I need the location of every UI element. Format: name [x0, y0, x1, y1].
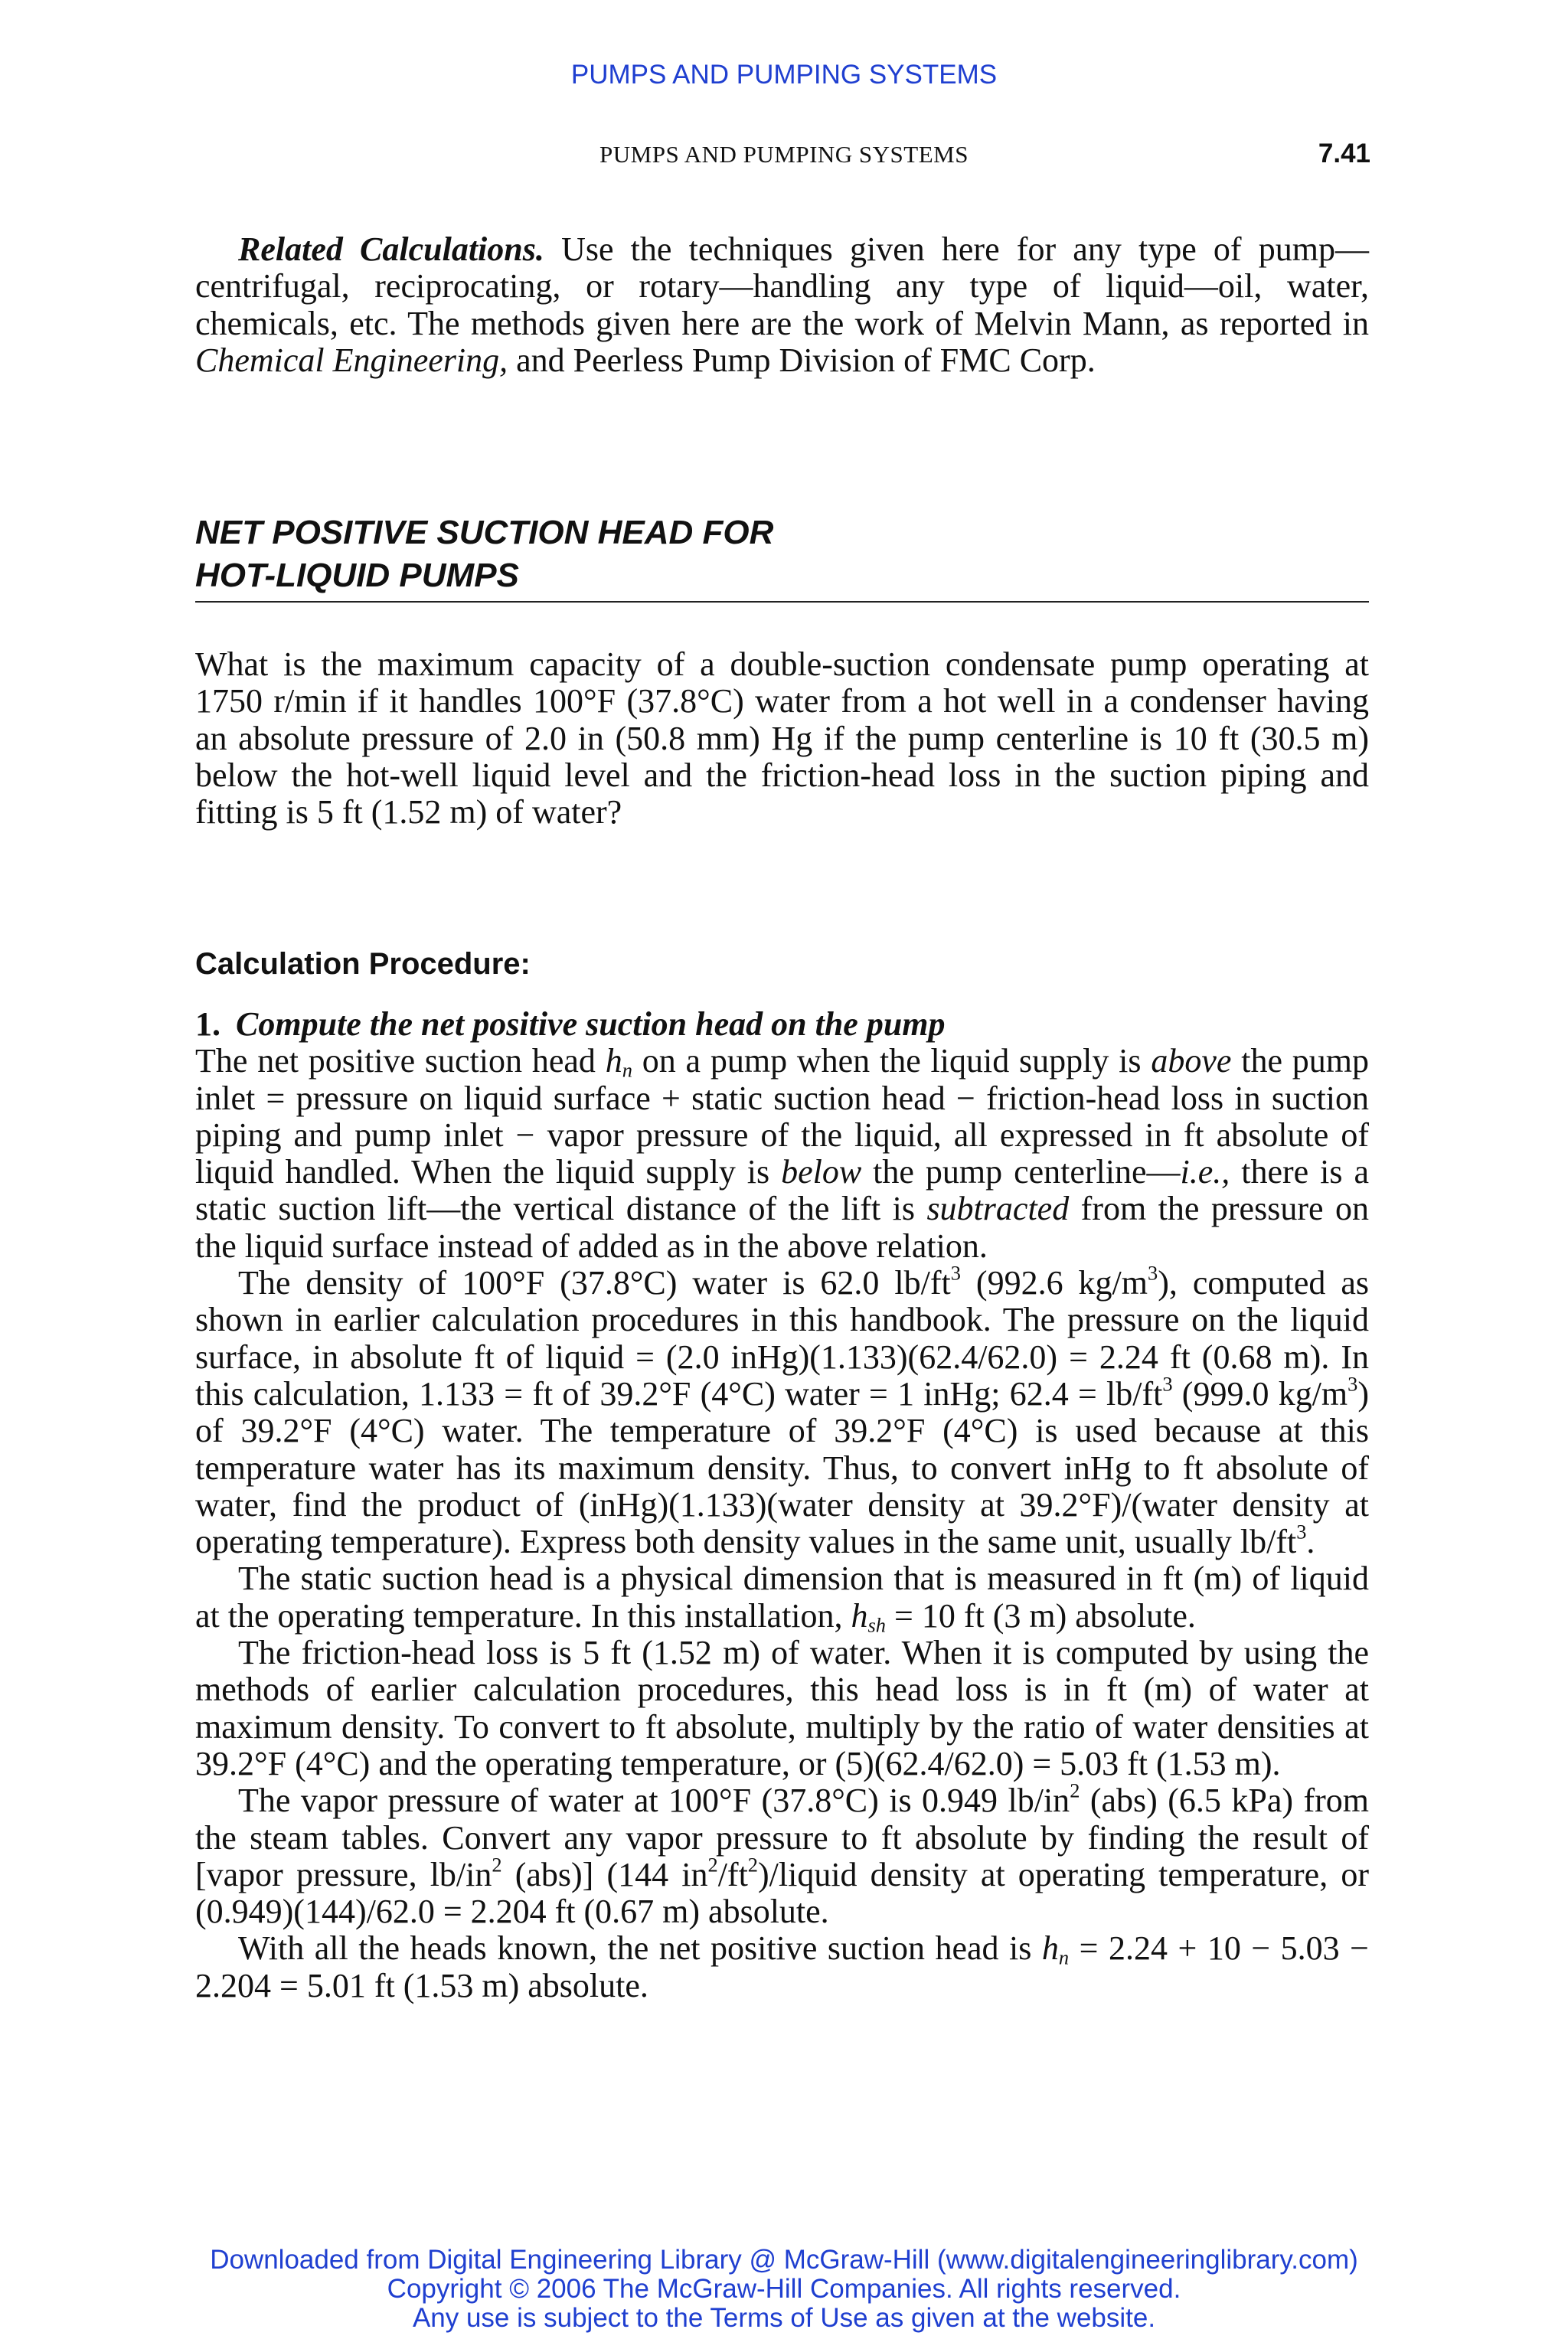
related-calculations-paragraph [195, 231, 1369, 379]
p3-text-a: The static suction head is a physical dimension that is measured in ft (m) of liquid at the operating temperature. In this installation, [195, 1560, 1369, 1635]
section-rule [195, 601, 1369, 603]
step-1-title: Compute the net positive suction head on the pump [236, 1005, 946, 1043]
footer-download-link[interactable]: Downloaded from Digital Engineering Library @ McGraw-Hill (www.digitalengineeringlibrary.com) [210, 2245, 1358, 2275]
p2-text-b: (992.6 kg/m [960, 1264, 1148, 1302]
p5-text-b: (abs) (6.5 kPa) from the steam tables. Convert any vapor pressure to ft absolute by finding the result of [vapor pressure, lb/in [195, 1782, 1369, 1893]
p2-text-d: (999.0 kg/m [1172, 1374, 1348, 1413]
p2-text-c: ), computed as shown in earlier calculation procedures in this handbook. The pressure on the liquid surface, in absolute ft of liquid = (2.0 inHg)(1.133)(62.4/62.0) = 2.24 ft (0.68 m). In this calculation, 1.133 = ft of 39.2°F (4°C) water = 1 inHg; 62.4 = lb/ft [195, 1264, 1369, 1413]
p3-var-sub: sh [867, 1613, 886, 1637]
p2-sup2: 3 [1148, 1261, 1158, 1285]
paragraph-4: The friction-head loss is 5 ft (1.52 m) of water. When it is computed by using the methods of earlier calculation procedures, this head loss is in ft (m) of water at maximum density. To convert to ft absolute, multiply by the ratio of water densities at 39.2°F (4°C) and the operating temperature, or (5)(62.4/62.0) = 5.03 ft (1.53 m). [195, 1634, 1369, 1782]
p5-text-c: (abs)] (144 in [501, 1855, 708, 1893]
step-1-heading [195, 1006, 1369, 1043]
p5-sup3: 2 [707, 1853, 718, 1877]
p3-var: h [851, 1596, 868, 1635]
p2-sup5: 3 [1296, 1520, 1307, 1544]
p1-ie: i.e., [1180, 1153, 1230, 1191]
p5-text-d: /ft [717, 1855, 748, 1893]
procedure-heading: Calculation Procedure: [195, 947, 531, 981]
p2-text-a: The density of 100°F (37.8°C) water is 62.0 lb/ft [238, 1264, 951, 1302]
running-head: PUMPS AND PUMPING SYSTEMS [599, 141, 969, 168]
p1-above: above [1151, 1042, 1232, 1080]
p1-var: h [605, 1042, 622, 1080]
p2-text-f: . [1306, 1523, 1315, 1561]
footer [0, 2246, 1568, 2333]
related-text-2: and Peerless Pump Division of FMC Corp. [508, 341, 1096, 379]
p5-sup1: 2 [1070, 1779, 1080, 1802]
page-number: 7.41 [1318, 139, 1370, 168]
p2-sup3: 3 [1162, 1372, 1173, 1396]
section-title-line1: NET POSITIVE SUCTION HEAD FOR [195, 514, 774, 551]
paragraph-6 [195, 1930, 1369, 2004]
p6-text-a: With all the heads known, the net positive suction head is [238, 1929, 1042, 1968]
paragraph-1 [195, 1043, 1369, 1265]
journal-name: Chemical Engineering, [195, 341, 508, 379]
problem-text: What is the maximum capacity of a double-suction condensate pump operating at 1750 r/min if it handles 100°F (37.8°C) water from a hot well in a condenser having an absolute pressure of 2.0 in (50.8 mm) Hg if the pump centerline is 10 ft (30.5 m) below the hot-well liquid level and the friction-head loss in the suction piping and fitting is 5 ft (1.52 m) of water? [195, 645, 1369, 831]
p1-text-f: from the pressure on the liquid surface instead of added as in the above relation. [195, 1190, 1369, 1265]
p5-text-e: )/liquid density at operating temperature, or (0.949)(144)/62.0 = 2.204 ft (0.67 m) absolute. [195, 1855, 1369, 1931]
p5-text-a: The vapor pressure of water at 100°F (37.8°C) is 0.949 lb/in [238, 1782, 1070, 1820]
related-calculations-label: Related Calculations. [238, 230, 544, 268]
p1-text-a: The net positive suction head [195, 1042, 606, 1080]
section-title [195, 511, 773, 597]
related-text-1: Use the techniques given here for any type of pump—centrifugal, reciprocating, or rotary—handling any type of liquid—oil, water, chemicals, etc. The methods given here are the work of Melvin Mann, as reported in [195, 230, 1369, 342]
problem-statement [195, 646, 1369, 831]
paragraph-3 [195, 1560, 1369, 1635]
p2-text-e: ) of 39.2°F (4°C) water. The temperature of 39.2°F (4°C) is used because at this temperature water has its maximum density. Thus, to convert inHg to ft absolute of water, find the product of (inHg)(1.133)(water density at 39.2°F)/(water density at operating temperature). Express both density values in the same unit, usually lb/ft [195, 1374, 1369, 1561]
p5-sup2: 2 [492, 1853, 502, 1877]
p1-text-d: the pump centerline— [861, 1153, 1181, 1191]
top-link[interactable]: PUMPS AND PUMPING SYSTEMS [570, 60, 998, 90]
p2-sup4: 3 [1348, 1372, 1358, 1396]
p2-sup1: 3 [950, 1261, 961, 1285]
procedure-body [195, 1006, 1369, 2004]
step-1-number: 1. [195, 1005, 220, 1043]
p1-var-sub: n [622, 1058, 632, 1082]
p1-text-b: on a pump when the liquid supply is [632, 1042, 1152, 1080]
p3-text-b: = 10 ft (3 m) absolute. [886, 1596, 1196, 1635]
p6-text-b: = 2.24 + 10 − 5.03 − 2.204 = 5.01 ft (1.53 m) absolute. [195, 1929, 1369, 2004]
p1-below: below [781, 1153, 862, 1191]
p1-subtracted: subtracted [926, 1190, 1070, 1228]
paragraph-5 [195, 1779, 1369, 1931]
paragraph-2 [195, 1261, 1369, 1561]
footer-copyright[interactable]: Copyright © 2006 The McGraw-Hill Companies. All rights reserved. [387, 2274, 1181, 2304]
p1-text-c: the pump inlet = pressure on liquid surface + static suction head − friction-head loss in suction piping and pump inlet − vapor pressure of the liquid, all expressed in ft absolute of liquid handled. When the liquid supply is [195, 1042, 1369, 1191]
p1-text-e: there is a static suction lift—the vertical distance of the lift is [195, 1153, 1370, 1228]
p5-sup4: 2 [747, 1853, 758, 1877]
footer-terms[interactable]: Any use is subject to the Terms of Use as given at the website. [412, 2303, 1156, 2333]
section-title-line2: HOT-LIQUID PUMPS [195, 557, 519, 594]
p6-var-sub: n [1058, 1946, 1070, 1970]
p6-var: h [1041, 1929, 1059, 1968]
